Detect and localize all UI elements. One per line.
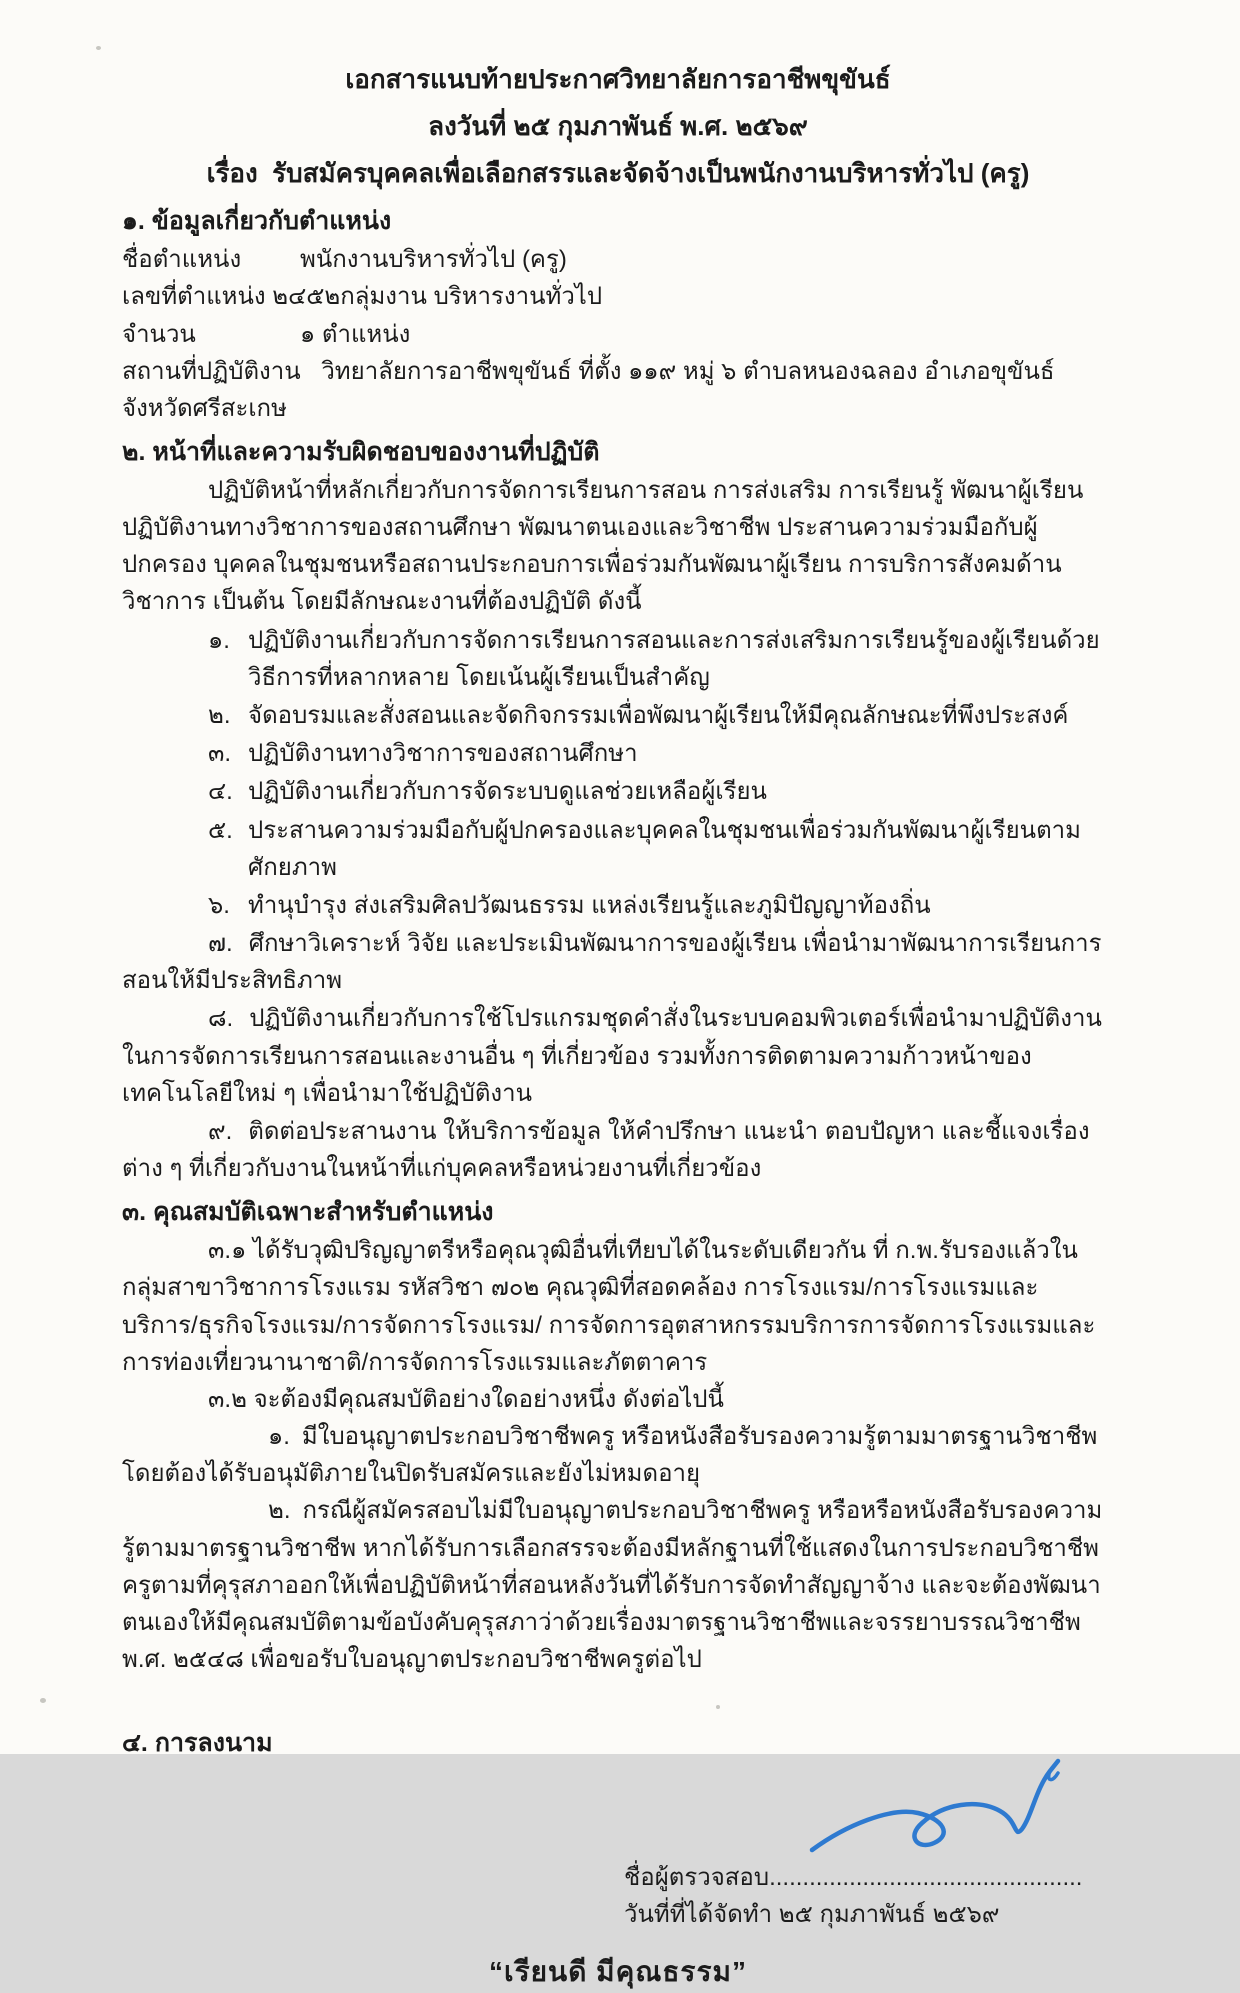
position-number-value: กลุ่มงาน บริหารงานทั่วไป	[340, 283, 603, 311]
duty-item-2	[208, 697, 1114, 734]
header-subject-line: เรื่อง รับสมัครบุคคลเพื่อเลือกสรรและจัดจ้างเป็นพนักงานบริหารทั่วไป (ครู)	[206, 157, 1030, 188]
duty-item-9-text: ติดต่อประสานงาน ให้บริการข้อมูล ให้คำปรึกษา แนะนำ ตอบปัญหา และชี้แจงเรื่องต่าง ๆ ที่เกี่ยวกับงานในหน้าที่แก่บุคคลหรือหน่วยงานที่เกี่ยวข้อง	[122, 1118, 1090, 1183]
inspector-name-label: ชื่อผู้ตรวจสอบ	[624, 1864, 770, 1892]
position-name-label: ชื่อตำแหน่ง	[122, 246, 242, 274]
duty-item-8-number: ๘.	[208, 1005, 234, 1033]
header-title-line1: เอกสารแนบท้ายประกาศวิทยาลัยการอาชีพขุขันธ์	[345, 64, 891, 94]
qualification-sub-item-1-number: ๑.	[268, 1423, 290, 1451]
section1-heading: ๑. ข้อมูลเกี่ยวกับตำแหน่ง	[122, 207, 392, 236]
workplace-value: วิทยาลัยการอาชีพขุขันธ์ ที่ตั้ง ๑๑๙ หมู่ ๖ ตำบลหนองฉลอง อำเภอขุขันธ์ จังหวัดศรีสะเกษ	[122, 357, 1055, 422]
quantity-value: ๑ ตำแหน่ง	[300, 320, 411, 348]
duty-item-1	[208, 622, 1114, 696]
duty-item-9	[122, 1113, 1114, 1187]
qualification-sub-item-1	[122, 1418, 1114, 1492]
info-row-workplace	[122, 353, 1114, 427]
duty-item-4	[208, 773, 1114, 810]
section3-heading: ๓. คุณสมบัติเฉพาะสำหรับตำแหน่ง	[122, 1198, 494, 1227]
qualification-3-2: ๓.๒ จะต้องมีคุณสมบัติอย่างใดอย่างหนึ่ง ดังต่อไปนี้	[208, 1385, 724, 1413]
duty-item-8	[122, 1000, 1114, 1112]
qualification-sub-item-2-number: ๒.	[268, 1497, 291, 1525]
workplace-label: สถานที่ปฏิบัติงาน	[122, 357, 301, 385]
section4-heading: ๔. การลงนาม	[122, 1729, 273, 1758]
scan-speck	[96, 46, 101, 50]
document-header	[122, 56, 1114, 196]
qualification-3-1: ๓.๑ ได้รับวุฒิปริญญาตรีหรือคุณวุฒิอื่นที่เทียบได้ในระดับเดียวกัน ที่ ก.พ.รับรองแล้วในกลุ่มสาขาวิชาการโรงแรม รหัสวิชา ๗๐๒ คุณวุฒิที่สอดคล้อง การโรงแรม/การโรงแรมและบริการ/ธุรกิจโรงแรม/การจัดการโรงแรม/ การจัดการอุตสาหกรรมบริการการจัดการโรงแรมและการท่องเที่ยวนานาชาติ/การจัดการโรงแรมและภัตตาคาร	[122, 1237, 1096, 1376]
duty-item-4-number: ๔.	[208, 778, 233, 806]
duty-item-9-number: ๙.	[208, 1118, 233, 1146]
duty-item-1-number: ๑.	[208, 626, 230, 654]
info-row-position-name	[122, 241, 1114, 278]
duty-item-5	[208, 812, 1114, 886]
position-number-label: เลขที่ตำแหน่ง ๒๔๕๒	[122, 283, 341, 311]
duty-item-6-text: ทำนุบำรุง ส่งเสริมศิลปวัฒนธรรม แหล่งเรียนรู้และภูมิปัญญาท้องถิ่น	[248, 891, 931, 919]
position-name-value: พนักงานบริหารทั่วไป (ครู)	[300, 246, 567, 274]
qualification-sub-item-2-text: กรณีผู้สมัครสอบไม่มีใบอนุญาตประกอบวิชาชีพครู หรือหรือหนังสือรับรองความรู้ตามมาตรฐานวิชาชีพ หากได้รับการเลือกสรรจะต้องมีหลักฐานที่ใช้แสดงในการประกอบวิชาชีพครูตามที่คุรุสภาออกให้เพื่อปฏิบัติหน้าที่สอนหลังวันที่ได้รับการจัดทำสัญญาจ้าง และจะต้องพัฒนาตนเองให้มีคุณสมบัติตามข้อบังคับคุรุสภาว่าด้วยเรื่องมาตรฐานวิชาชีพและจรรยาบรรณวิชาชีพ พ.ศ. ๒๕๔๘ เพื่อขอรับใบอนุญาตประกอบวิชาชีพครูต่อไป	[122, 1497, 1103, 1674]
info-row-quantity	[122, 316, 1114, 353]
signature-block	[624, 1859, 1084, 1933]
scan-speck	[716, 1705, 720, 1709]
duty-item-7-text: ศึกษาวิเคราะห์ วิจัย และประเมินพัฒนาการของผู้เรียน เพื่อนำมาพัฒนาการเรียนการสอนให้มีประสิทธิภาพ	[122, 930, 1102, 995]
section2-heading: ๒. หน้าที่และความรับผิดชอบของงานที่ปฏิบัติ	[122, 438, 600, 467]
qualification-sub-item-1-text: มีใบอนุญาตประกอบวิชาชีพครู หรือหนังสือรับรองความรู้ตามมาตรฐานวิชาชีพ โดยต้องได้รับอนุมัติภายในปิดรับสมัครและยังไม่หมดอายุ	[122, 1423, 1098, 1488]
school-slogan: “เรียนดี มีคุณธรรม”	[489, 1955, 747, 1987]
duty-item-2-text: จัดอบรมและสั่งสอนและจัดกิจกรรมเพื่อพัฒนาผู้เรียนให้มีคุณลักษณะที่พึงประสงค์	[248, 701, 1069, 729]
duty-item-8-text: ปฏิบัติงานเกี่ยวกับการใช้โปรแกรมชุดคำสั่งในระบบคอมพิวเตอร์เพื่อนำมาปฏิบัติงานในการจัดการเรียนการสอนและงานอื่น ๆ ที่เกี่ยวข้อง รวมทั้งการติดตามความก้าวหน้าของเทคโนโลยีใหม่ ๆ เพื่อนำมาใช้ปฏิบัติงาน	[122, 1005, 1102, 1107]
duty-item-6	[208, 887, 1114, 924]
prepared-date-line: วันที่ที่ได้จัดทำ ๒๕ กุมภาพันธ์ ๒๕๖๙	[624, 1901, 1000, 1929]
duty-item-2-number: ๒.	[208, 701, 231, 729]
header-date-line: ลงวันที่ ๒๕ กุมภาพันธ์ พ.ศ. ๒๕๖๙	[428, 110, 808, 141]
duty-item-5-number: ๕.	[208, 816, 233, 844]
signature-ink	[806, 1755, 1066, 1875]
inspector-name-dotted-line: ...............................................	[769, 1864, 1083, 1892]
duty-item-3-text: ปฏิบัติงานทางวิชาการของสถานศึกษา	[248, 740, 638, 768]
duty-item-3-number: ๓.	[208, 740, 232, 768]
quantity-label: จำนวน	[122, 320, 196, 348]
scan-speck	[40, 1698, 46, 1703]
duty-item-1-text: ปฏิบัติงานเกี่ยวกับการจัดการเรียนการสอนและการส่งเสริมการเรียนรู้ของผู้เรียนด้วยวิธีการที่หลากหลาย โดยเน้นผู้เรียนเป็นสำคัญ	[248, 626, 1100, 691]
duty-item-5-text: ประสานความร่วมมือกับผู้ปกครองและบุคคลในชุมชนเพื่อร่วมกันพัฒนาผู้เรียนตามศักยภาพ	[248, 816, 1081, 881]
qualification-sub-item-2	[122, 1492, 1114, 1678]
duty-item-7-number: ๗.	[208, 930, 233, 958]
duty-item-6-number: ๖.	[208, 891, 230, 919]
info-row-position-number	[122, 278, 1114, 315]
duties-intro-paragraph: ปฏิบัติหน้าที่หลักเกี่ยวกับการจัดการเรียนการสอน การส่งเสริม การเรียนรู้ พัฒนาผู้เรียน ปฏิบัติงานทางวิชาการของสถานศึกษา พัฒนาตนเองและวิชาชีพ ประสานความร่วมมือกับผู้ปกครอง บุคคลในชุมชนหรือสถานประกอบการเพื่อร่วมกันพัฒนาผู้เรียน การบริการสังคมด้านวิชาการ เป็นต้น โดยมีลักษณะงานที่ต้องปฏิบัติ ดังนี้	[122, 476, 1084, 616]
duty-item-4-text: ปฏิบัติงานเกี่ยวกับการจัดระบบดูแลช่วยเหลือผู้เรียน	[248, 778, 767, 806]
duty-item-7	[122, 925, 1114, 999]
duty-item-3	[208, 735, 1114, 772]
